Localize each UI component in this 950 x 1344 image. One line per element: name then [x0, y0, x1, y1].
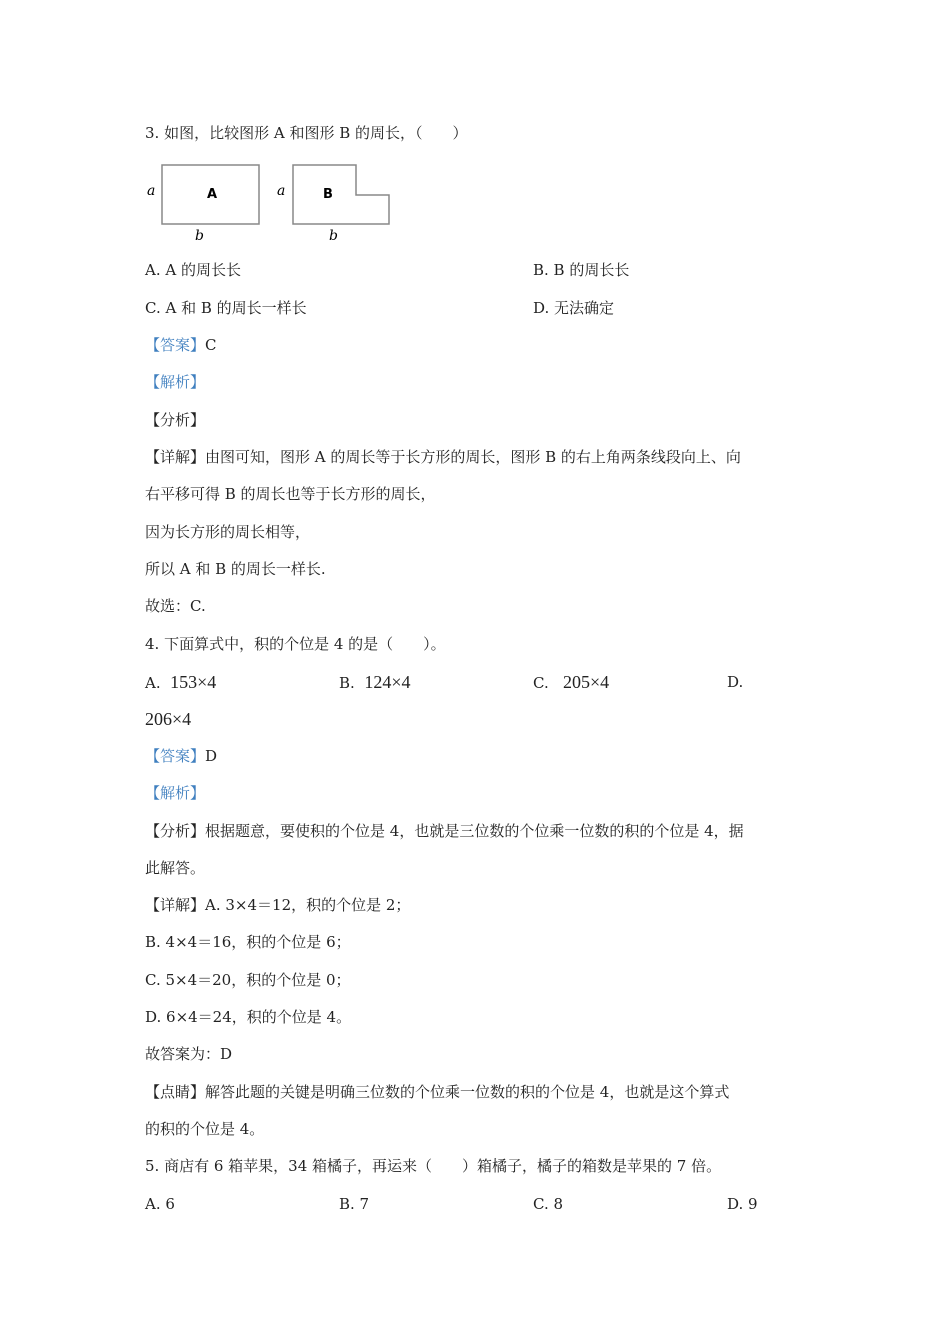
- side-a-label: a: [277, 183, 286, 199]
- q3-detail-line: 因为长方形的周长相等，: [145, 523, 311, 541]
- q3-option-a: A. A 的周长长: [145, 261, 241, 279]
- q4-line: D. 6×4＝24，积的个位是 4。: [145, 1008, 352, 1026]
- q4-answer: 【答案】D: [145, 747, 218, 765]
- q4-line: 【详解】A. 3×4＝12，积的个位是 2；: [145, 896, 411, 914]
- q4-option-d-letter: D.: [727, 673, 744, 691]
- q3-option-c: C. A 和 B 的周长一样长: [145, 299, 307, 317]
- label-b: B: [323, 187, 333, 202]
- q4-line: B. 4×4＝16，积的个位是 6；: [145, 933, 351, 951]
- q3-detail-line: 故选：C.: [145, 597, 206, 615]
- label-a: A: [207, 187, 218, 202]
- side-b-label: b: [329, 228, 338, 244]
- q4-line: C. 5×4＝20，积的个位是 0；: [145, 971, 351, 989]
- q4-line: 【点睛】解答此题的关键是明确三位数的个位乘一位数的积的个位是 4，也就是这个算式: [145, 1083, 730, 1101]
- answer-tag: 【答案】: [145, 336, 206, 354]
- q3-option-b: B. B 的周长长: [533, 261, 630, 279]
- q5-stem: 5. 商店有 6 箱苹果，34 箱橘子，再运来（ ）箱橘子，橘子的箱数是苹果的 7 倍。: [145, 1157, 722, 1175]
- q4-option-a: A. 153×4: [145, 672, 217, 692]
- q3-stem: 3. 如图，比较图形 A 和图形 B 的周长，（ ）: [145, 124, 468, 142]
- side-b-label: b: [195, 228, 204, 244]
- q4-line: 此解答。: [145, 859, 206, 877]
- q3-detail-line: 右平移可得 B 的周长也等于长方形的周长，: [145, 485, 436, 503]
- q4-analysis-tag: 【解析】: [145, 784, 206, 802]
- q3-detail-line: 【详解】由图可知，图形 A 的周长等于长方形的周长，图形 B 的右上角两条线段向上、向: [145, 448, 741, 466]
- q4-option-c: C. 205×4: [533, 672, 610, 692]
- q3-analysis-tag: 【解析】: [145, 373, 206, 391]
- q3-option-d: D. 无法确定: [533, 299, 615, 317]
- q4-option-d-expr: 206×4: [145, 709, 192, 729]
- q4-line: 【分析】根据题意，要使积的个位是 4，也就是三位数的个位乘一位数的积的个位是 4，据: [145, 822, 744, 840]
- q4-line: 故答案为：D: [145, 1045, 233, 1063]
- q4-option-b: B. 124×4: [339, 672, 411, 692]
- q3-figure: [143, 155, 398, 245]
- q5-option-a: A. 6: [145, 1195, 175, 1213]
- q5-option-d: D. 9: [727, 1195, 758, 1213]
- answer-value: C: [205, 336, 217, 354]
- q3-answer: [145, 335, 217, 355]
- q4-line: 的积的个位是 4。: [145, 1120, 265, 1138]
- q3-fenxi: 【分析】: [145, 411, 206, 429]
- shape-b: [293, 165, 389, 224]
- q5-option-b: B. 7: [339, 1195, 370, 1213]
- q4-stem: 4. 下面算式中，积的个位是 4 的是（ ）。: [145, 635, 446, 653]
- q3-detail-line: 所以 A 和 B 的周长一样长.: [145, 560, 326, 578]
- q5-option-c: C. 8: [533, 1195, 564, 1213]
- side-a-label: a: [147, 183, 156, 199]
